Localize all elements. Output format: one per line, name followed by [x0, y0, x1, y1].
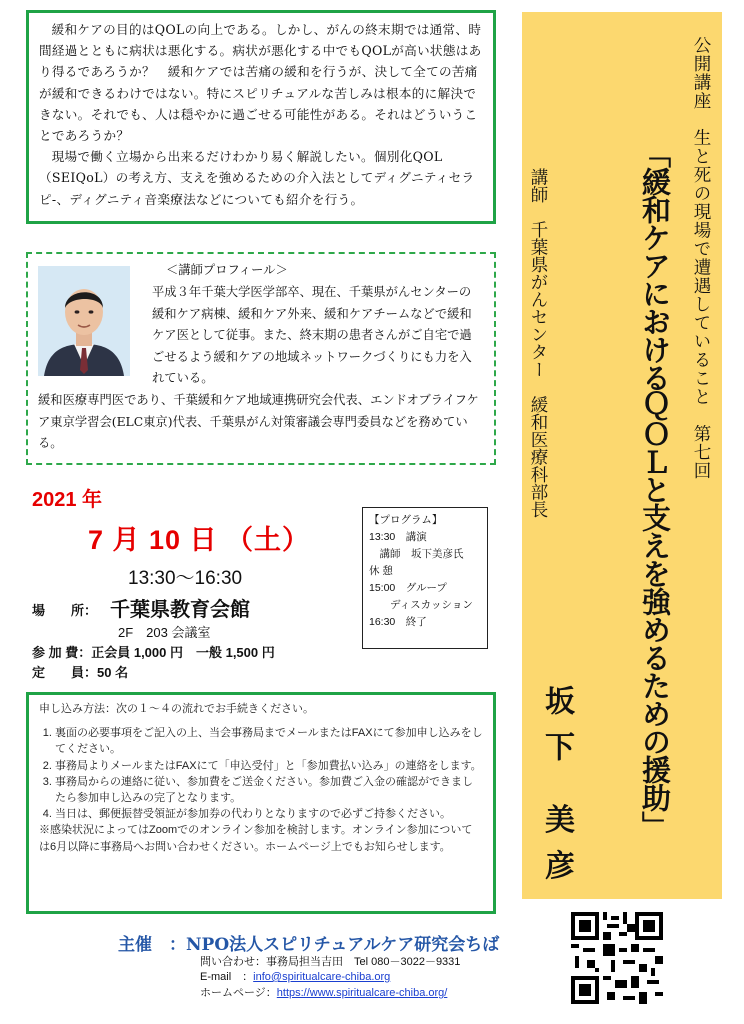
program-line: ディスカッション: [369, 599, 473, 611]
event-year: 2021 年: [32, 489, 103, 511]
venue-room: 2F 203 会議室: [118, 625, 211, 640]
lecturer-affiliation: 講師 千葉県がんセンター 緩和医療科部長: [528, 168, 548, 518]
participation-fee: 参 加 費：正会員 1,000 円 一般 1,500 円: [32, 645, 275, 660]
email-link[interactable]: info@spiritualcare-chiba.org: [253, 971, 391, 983]
event-date: 7 月 10 日 （土）: [88, 525, 311, 555]
website-label: ホームページ：: [200, 987, 277, 999]
application-steps: [39, 725, 483, 822]
event-time: 13:30～16:30: [128, 568, 243, 589]
application-step: 3. 事務局からの連絡に従い、参加費をご送金ください。参加費ご入金の確認ができましたら参加申し込みの完了となります。: [55, 774, 483, 806]
application-step: 4. 当日は、郵便振替受領証が参加券の代わりとなりますので必ずご持参ください。: [55, 806, 483, 822]
website-row: [200, 984, 447, 1000]
venue-label: 場 所：: [32, 603, 98, 618]
program-line: 13:30 講演: [369, 531, 427, 543]
qr-code[interactable]: [571, 912, 663, 1004]
intro-box: [26, 10, 496, 224]
program-title: 【プログラム】: [369, 514, 443, 526]
application-box: [26, 692, 496, 914]
email-label: E-mail ：: [200, 971, 254, 983]
capacity: 定 員：50 名: [32, 665, 129, 680]
email-row: [200, 968, 390, 984]
program-line: 講師 坂下美彦氏: [369, 548, 464, 560]
application-step: 2. 事務局よりメールまたはFAXにて「申込受付」と「参加費払い込み」の連絡をします。: [55, 758, 483, 774]
application-note: ※感染状況によってはZoomでのオンライン参加を検討します。オンライン参加については6月以降に事務局へお問い合わせください。ホームページ上でもお知らせします。: [39, 824, 473, 853]
intro-paragraph-1: 緩和ケアの目的はQOLの向上である。しかし、がんの終末期では通常、時間経過とともに病状は悪化する。病状が悪化する中でもQOLが高い状態はあり得るであろうか？ 緩和ケアでは苦痛の緩和を行うが、決して全ての苦痛が緩和できるわけではない。特にスピリチュアルな苦しみは根本的に解決できない。それでも、人は穏やかに過ごせる可能性がある。それはどういうことであろうか？: [39, 22, 482, 144]
profile-text-2: 緩和医療専門医であり、千葉緩和ケア地域連携研究会代表、エンドオブライフケア東京学習会(ELC東京)代表、千葉県がん対策審議会専門委員などを務めている。: [38, 393, 479, 450]
intro-paragraph-2: 現場で働く立場から出来るだけわかり易く解説したい。個別化QOL（SEIQoL）の考え方、支えを強めるための介入法としてディグニティセラピ‐、ディグニティ音楽療法などについても紹介を行う。: [39, 149, 475, 207]
inquiry-contact: 問い合わせ：事務局担当吉田 Tel 080－3022－9331: [200, 956, 461, 968]
program-line: 休 憩: [369, 565, 393, 577]
program-line: 16:30 終了: [369, 616, 427, 628]
program-box: [362, 507, 488, 649]
lecture-title: 「緩和ケアにおけるＱＯＬと支えを強めるための援助」: [638, 139, 672, 839]
application-lead: 申し込み方法：次の１～４の流れでお手続きください。: [39, 703, 314, 715]
website-link[interactable]: https://www.spiritualcare-chiba.org/: [276, 987, 448, 999]
application-step: 1. 裏面の必要事項をご記入の上、当会事務局までメールまたはFAXにて参加申し込みをしてください。: [55, 725, 483, 757]
organizer: 主催 ：NPO法人スピリチュアルケア研究会ちば: [118, 935, 500, 955]
lecturer-name: 坂下 美彦: [539, 685, 574, 896]
program-line: 15:00 グループ: [369, 582, 447, 594]
lecture-series: 公開講座 生と死の現場で遭遇していること 第七回: [691, 36, 711, 480]
profile-title: ＜講師プロフィール＞: [166, 263, 288, 277]
venue-name: 千葉県教育会館: [110, 599, 250, 621]
title-panel: [522, 12, 722, 899]
lecturer-photo: [38, 266, 130, 376]
profile-text-1: 平成３年千葉大学医学部卒、現在、千葉県がんセンターの緩和ケア病棟、緩和ケア外来、緩和ケアチームなどで緩和ケア医として従事。また、終末期の患者さんがご自宅で過ごせるよう緩和ケアの地域ネットワークづくりにも力を入れている。: [152, 285, 472, 385]
lecturer-profile-box: [26, 252, 496, 465]
